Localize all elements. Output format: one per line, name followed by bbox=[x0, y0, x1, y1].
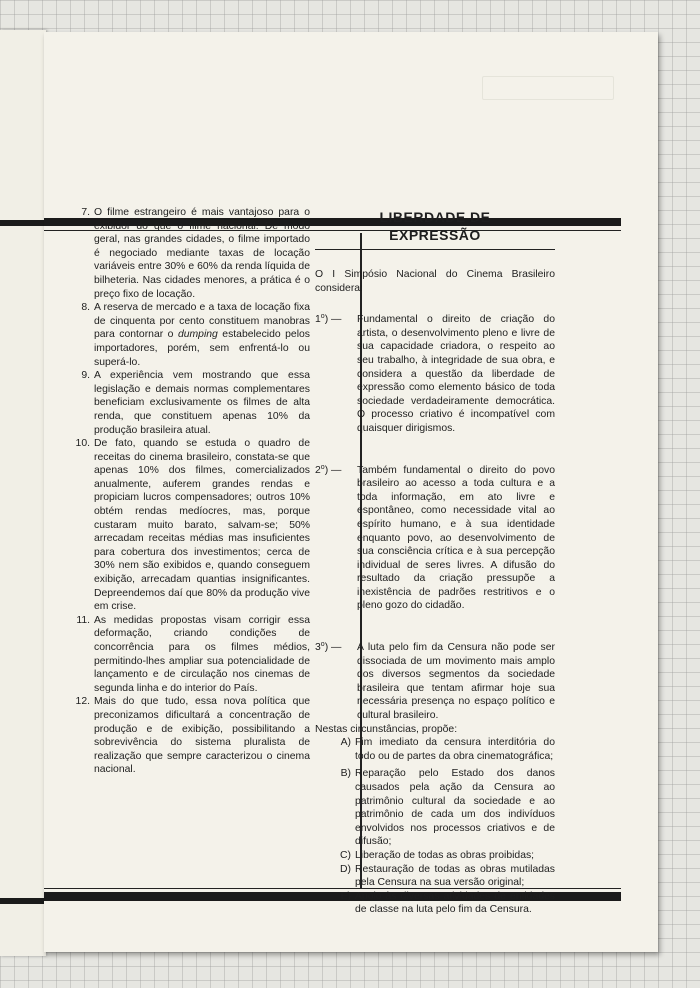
proposal-c: C) Liberação de todas as obras proibidas; bbox=[340, 849, 535, 861]
dumping-emphasis: dumping bbox=[177, 329, 218, 341]
list-item-12: 12. Mais do que tudo, essa nova política que preconizamos dificultará a concentração de produção e de exibição, possibilitando a sobrevivência do sistema pluralista de realização que sempre caracterizou o cinema nacional. bbox=[75, 696, 310, 776]
list-item-9: 9. A experiência vem mostrando que essa legislação e demais normas complementares beneficiam exclusivamente os filmes de alta renda, que constituem apenas 10% da produção brasileira atual. bbox=[81, 370, 310, 436]
point-3: 3$^o$) — A luta pelo fim da Censura não pode ser dissociada de um movimento mais amplo dos diversos segmentos da sociedade brasileira que tentam afirmar hoje sua necessária presença no espaço político e cultural brasileiro. bbox=[315, 641, 555, 722]
proposal-e: E) Apoio às diversas atividades de entidades de classe na luta pelo fim da Censura. bbox=[340, 890, 555, 916]
point-3-number: 3$^o$) — bbox=[315, 641, 342, 654]
proposal-a: A) Fim imediato da censura interditória do todo ou de partes da obra cinematográfica; bbox=[340, 737, 555, 762]
circumstances-label: Nestas circunstâncias, propõe: bbox=[315, 723, 458, 735]
right-column bbox=[315, 206, 555, 917]
title-underline bbox=[315, 249, 555, 250]
list-item-10: 10. De fato, quando se estuda o quadro de receitas do cinema brasileiro, constata-se que apenas 10% dos filmes, comercializados anualmente, auferem grandes rendas e propiciam lucros compensadores; outros 10% obtém rendas medíocres, mas, porque custaram muito barato, salvam-se; 50% arrecadam receitas médias mas insuficientes para cobertura dos investimentos; cerca de 30% nem são exibidos e, quando conseguem exibição, arrecadam quantias insignificantes. Depreendemos daí que 80% da produção vive em crise. bbox=[75, 438, 310, 613]
list-item-7: 7. O filme estrangeiro é mais vantajoso para o exibidor do que o filme nacional. De modo geral, nas grandes cidades, o filme importado é negociado mediante taxas de locação variáveis entre 30% e 60% da renda líquida de bilheteria. Nas cidades menores, a prática é o preço fixo de locação. bbox=[81, 207, 310, 300]
list-item-8: 8. A reserva de mercado e a taxa de locação fixa de cinquenta por cento constituem manobras para contornar o dumping estabelecido pelos importadores, porém, sem enfrentá-lo ou superá-lo. bbox=[81, 302, 310, 368]
list-item-11: 11. As medidas propostas visam corrigir essa deformação, criando condições de concorrência para os filmes médios, permitindo-lhes ampliar sua potencialidade de lançamento e de circulação nos cinemas de segunda linha e do interior do País. bbox=[76, 614, 310, 694]
left-page-edge bbox=[0, 30, 46, 956]
proposal-b: B) Reparação pelo Estado dos danos causados pela ação da Censura ao patrimônio cultural da sociedade e ao patrimônio de cada um dos indivíduos envolvidos nos processos criativos e de difusão; bbox=[340, 768, 555, 848]
left-page-bottom-bar bbox=[0, 898, 46, 904]
proposal-d: D) Restauração de todas as obras mutiladas pela Censura na sua versão original; bbox=[340, 863, 555, 889]
intro-paragraph: O I Simpósio Nacional do Cinema Brasileiro considera: bbox=[315, 269, 555, 294]
point-1: 1$^o$) — Fundamental o direito de criação do artista, o desenvolvimento pleno e livre de sua capacidade criadora, o respeito ao seu trabalho, à integridade de sua obra, e considera a questão da liberdade de expressão como elemento básico de toda sociedade verdadeiramente democrática. O processo criativo é incompatível com quaisquer dirigismos. bbox=[315, 313, 555, 434]
left-page-top-bar bbox=[0, 220, 46, 226]
point-1-number: 1$^o$) — bbox=[315, 313, 342, 326]
point-2: 2$^o$) — Também fundamental o direito do povo brasileiro ao acesso a toda cultura e a toda informação, em ato livre e espontâneo, como necessidade vital ao espírito humano, e à sua identidade enquanto povo, ao desenvolvimento de sua consciência crítica e à sua percepção individual de seres livres. A difusão do resultado da criação pressupõe a inexistência de padrões restritivos e o pleno gozo do cidadão. bbox=[315, 463, 555, 612]
point-2-number: 2$^o$) — bbox=[315, 463, 342, 476]
left-column bbox=[70, 206, 310, 777]
section-title: LIBERDADE DE EXPRESSÃO bbox=[379, 209, 491, 243]
faded-header-imprint bbox=[482, 76, 614, 100]
